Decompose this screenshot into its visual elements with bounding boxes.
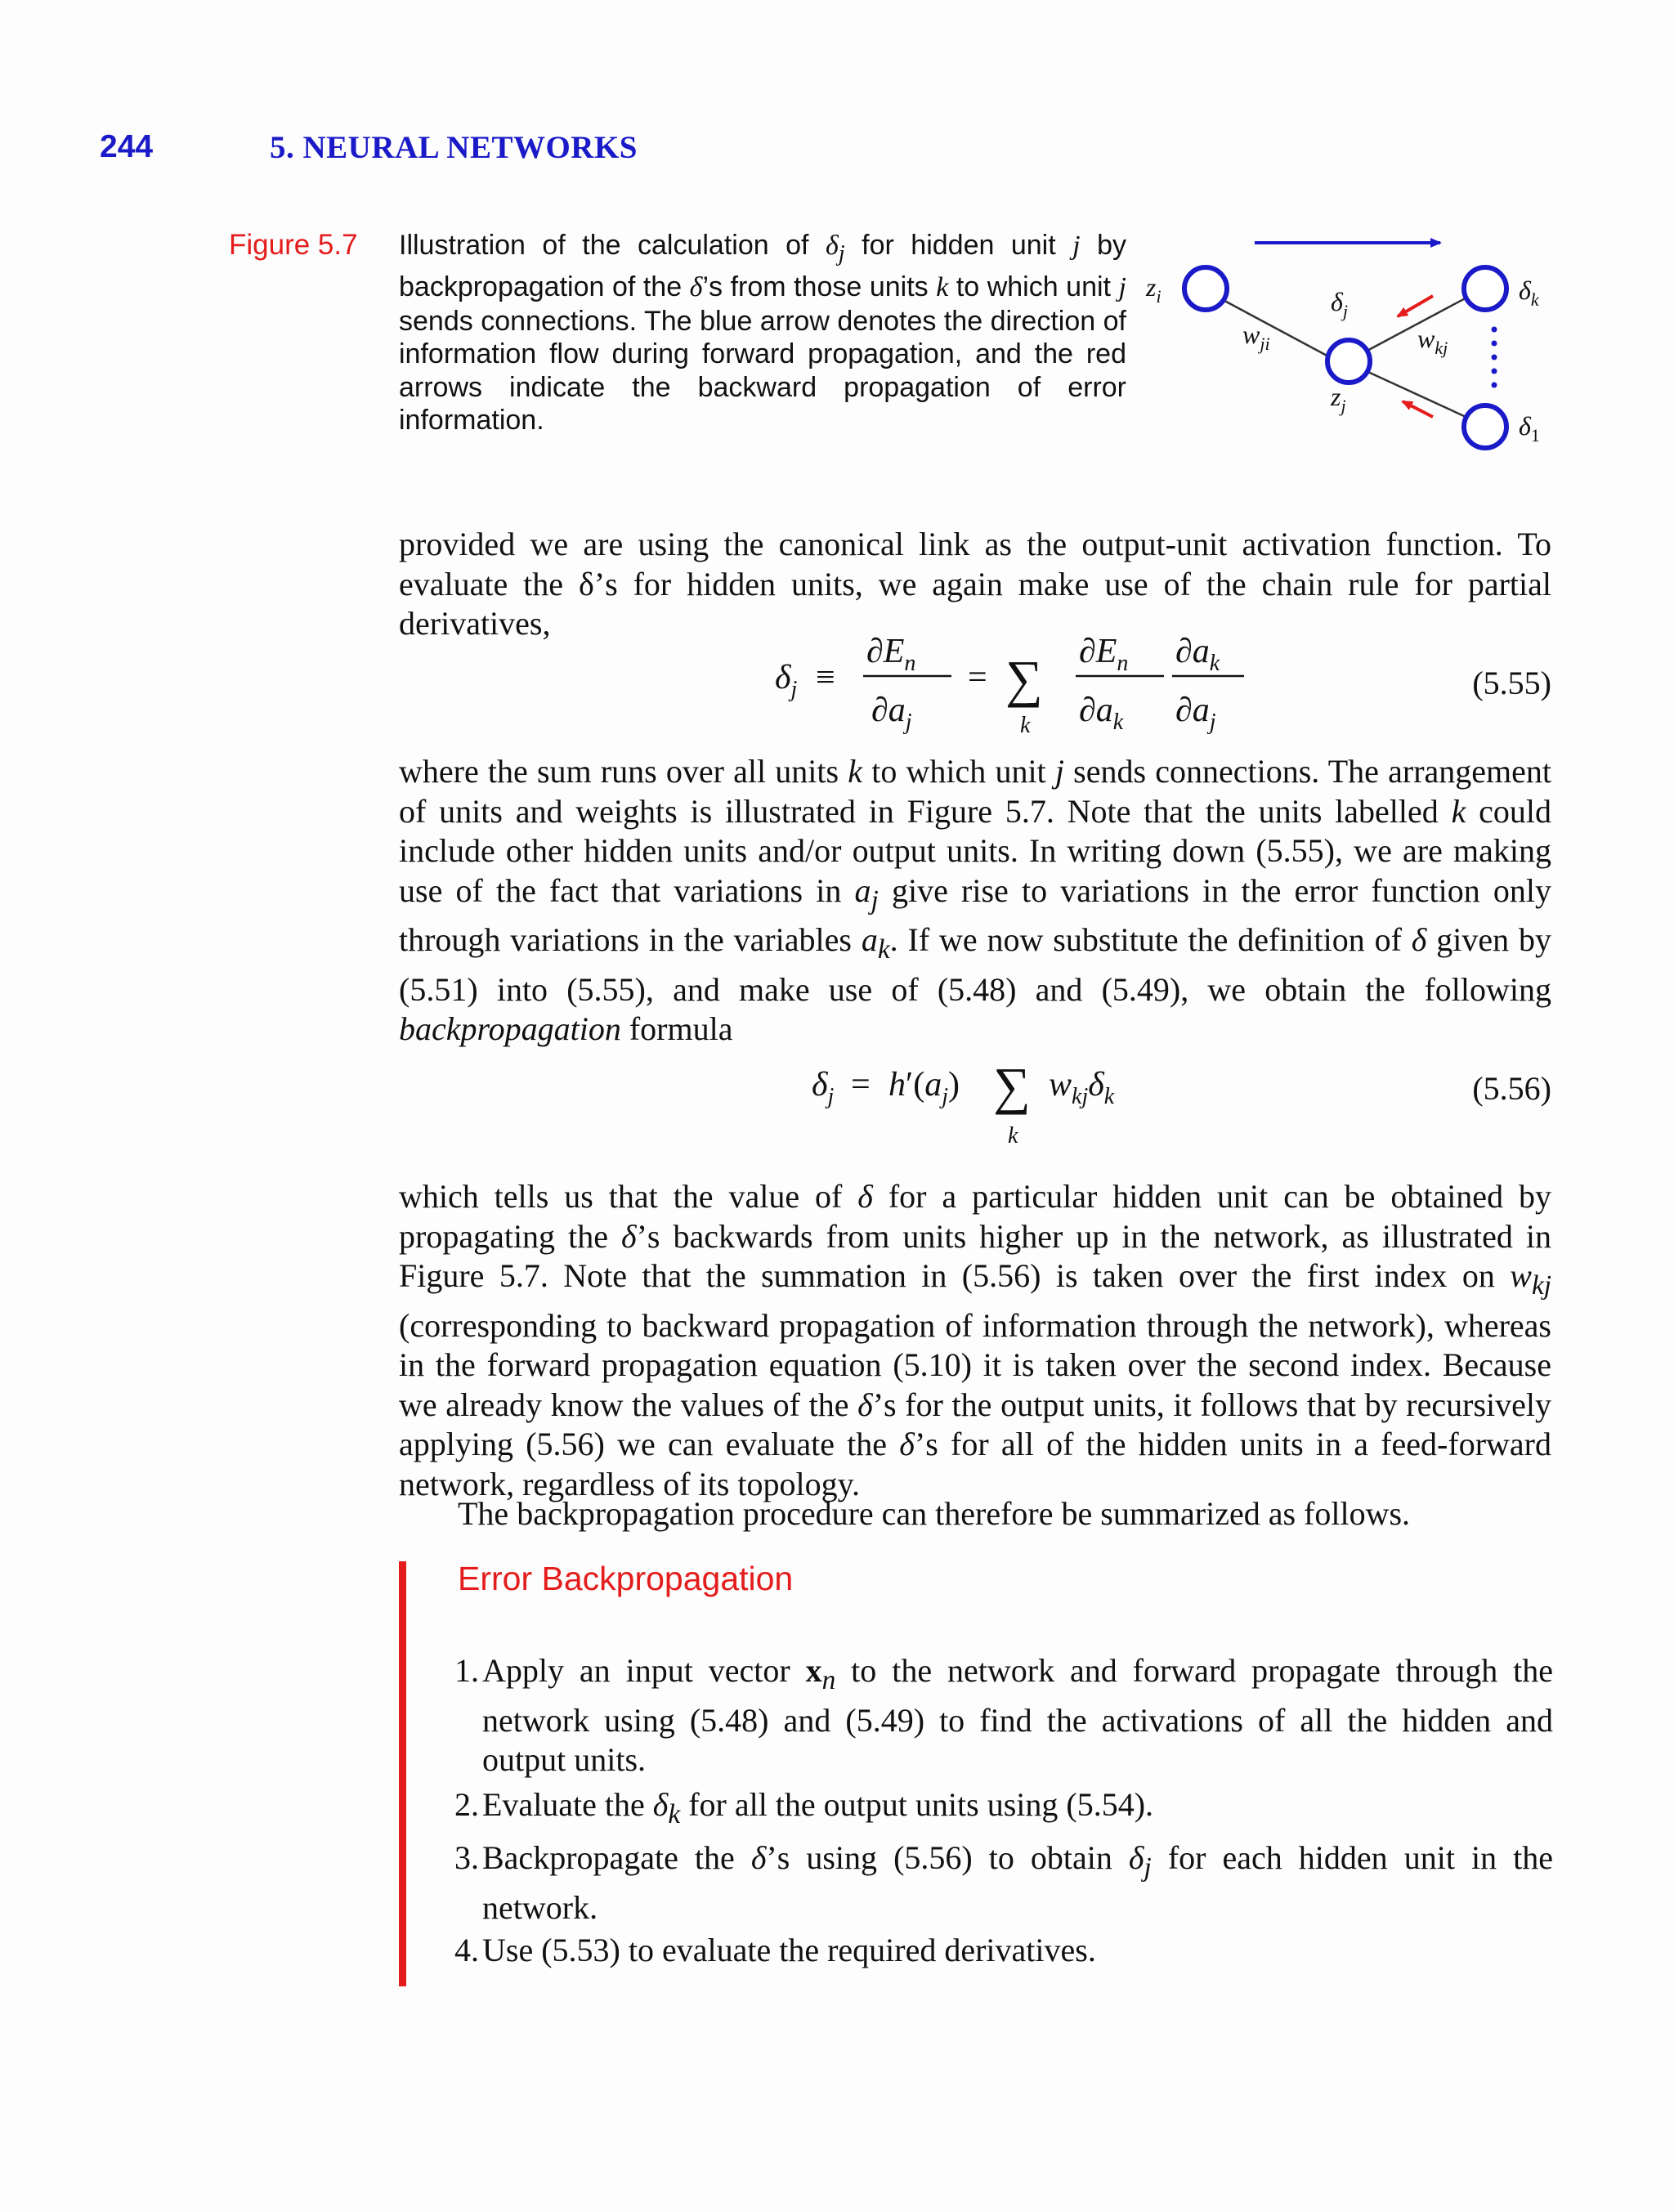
backward-arrow-bottom bbox=[1403, 401, 1433, 417]
equation-5-56 bbox=[399, 1055, 1551, 1153]
algorithm-heading: Error Backpropagation bbox=[458, 1560, 794, 1597]
input-node-zi bbox=[1184, 267, 1227, 310]
svg-text:∂En: $\partial E_n$ bbox=[1079, 633, 1129, 676]
svg-text:∂aj: $\partial a_j$ bbox=[1175, 692, 1216, 735]
label-delta-1: $\delta_1$ bbox=[1519, 411, 1540, 446]
svg-text:wkjδk: $w_{kj}\delta_k$ bbox=[1049, 1066, 1115, 1109]
algorithm-step: 2. Evaluate the $\delta_k$ for all the output units using (5.54). bbox=[454, 1786, 1154, 1829]
algorithm-step: 1. Apply an input vector $x_n$ to the network and forward propagate through the network using (5.48) and (5.49) to find the activations of all the hidden and output units. bbox=[454, 1652, 1554, 1778]
equation-number-5-55: (5.55) bbox=[1472, 665, 1551, 701]
algorithm-side-bar bbox=[399, 1561, 406, 1986]
label-zi: $z_i$ bbox=[1146, 272, 1162, 307]
label-delta-k: $\delta_k$ bbox=[1519, 275, 1539, 310]
algorithm-step: 4. Use (5.53) to evaluate the required derivatives. bbox=[454, 1932, 1096, 1968]
svg-text:∑: ∑ bbox=[993, 1057, 1031, 1115]
svg-text:∑: ∑ bbox=[1005, 650, 1043, 708]
hidden-node-zj bbox=[1327, 340, 1370, 383]
label-delta-j: $\delta_j$ bbox=[1331, 287, 1348, 321]
svg-text:∂ak: $\partial a_k$ bbox=[1175, 633, 1220, 676]
svg-text:k: k bbox=[1020, 713, 1031, 736]
network-diagram bbox=[1136, 221, 1561, 466]
svg-text:∂ak: $\partial a_k$ bbox=[1079, 692, 1124, 735]
svg-text:δj: $\delta_j$ bbox=[812, 1066, 835, 1109]
page-number: 244 bbox=[100, 129, 154, 164]
svg-text:h′(aj): $h'(a_j)$ bbox=[888, 1066, 960, 1109]
algorithm-step: 3. Backpropagate the δ’s using (5.56) to obtain $\delta_j$ for each hidden unit in the network. bbox=[454, 1839, 1553, 1926]
svg-text:k: k bbox=[1008, 1123, 1018, 1149]
equation-5-56-body bbox=[812, 1055, 1237, 1153]
svg-text:=: = bbox=[851, 1066, 871, 1104]
figure-label: Figure 5.7 bbox=[229, 229, 358, 261]
chapter-title: 5. NEURAL NETWORKS bbox=[270, 130, 638, 165]
label-zj: $z_j$ bbox=[1331, 382, 1346, 416]
paragraph-sum-explanation: where the sum runs over all units k to which unit j sends connections. The arrangement of units and weights is illustrated in Figure 5.7. Note that the units labelled k could include other hidden units and/or output units. In writing down (5.55), we are making use of the fact that variations in $a_j$ give rise to variations in the error function only through variations in the variables $a_k$. If we now substitute the definition of δ given by (5.51) into (5.55), and make use of (5.48) and (5.49), we obtain the following backpropagation formula bbox=[399, 753, 1552, 1047]
figure-caption: Illustration of the calculation of $\delta_j$ for hidden unit j by backpropagation of the δ’s from those units k to which unit j sends connections. The blue arrow denotes the direction of information flow during forward propagation, and the red arrows indicate the backward propagation of error information. bbox=[399, 230, 1126, 437]
svg-text:∂En: $\partial E_n$ bbox=[866, 633, 916, 676]
paragraph-chain-rule: provided we are using the canonical link as the output-unit activation function. To evaluate the δ’s for hidden units, we again make use of the chain rule for partial derivatives, bbox=[399, 526, 1551, 642]
edge-wkj-bottom bbox=[1350, 364, 1484, 425]
output-node-1 bbox=[1464, 405, 1506, 448]
paragraph-propagation: which tells us that the value of δ for a particular hidden unit can be obtained by propagating the δ’s backwards from units higher up in the network, as illustrated in Figure 5.7. Note that the summation in (5.56) is taken over the first index on $w_{kj}$ (corresponding to backward propagation of information through the network), whereas in the forward propagation equation (5.10) it is taken over the second index. Because we already know the values of the δ’s for the output units, it follows that by recursively applying (5.56) we can evaluate the δ’s for all of the hidden units in a feed-forward network, regardless of its topology. bbox=[399, 1178, 1552, 1502]
backward-arrow-top bbox=[1398, 296, 1433, 316]
label-wkj: $w_{kj}$ bbox=[1417, 324, 1448, 358]
equation-number-5-56: (5.56) bbox=[1472, 1070, 1551, 1107]
svg-text:∂aj: $\partial a_j$ bbox=[871, 692, 912, 735]
svg-text:=: = bbox=[968, 659, 987, 696]
paragraph-summary-intro: The backpropagation procedure can therefore be summarized as follows. bbox=[458, 1495, 1411, 1532]
equation-5-55 bbox=[399, 629, 1551, 736]
svg-text:δj: $\delta_j$ bbox=[775, 659, 798, 702]
equation-5-55-body bbox=[775, 629, 1331, 736]
label-wji: $w_{ji}$ bbox=[1242, 320, 1270, 354]
output-node-k bbox=[1464, 267, 1506, 310]
ellipsis-dots bbox=[1492, 327, 1497, 388]
svg-text:≡: ≡ bbox=[816, 659, 835, 696]
